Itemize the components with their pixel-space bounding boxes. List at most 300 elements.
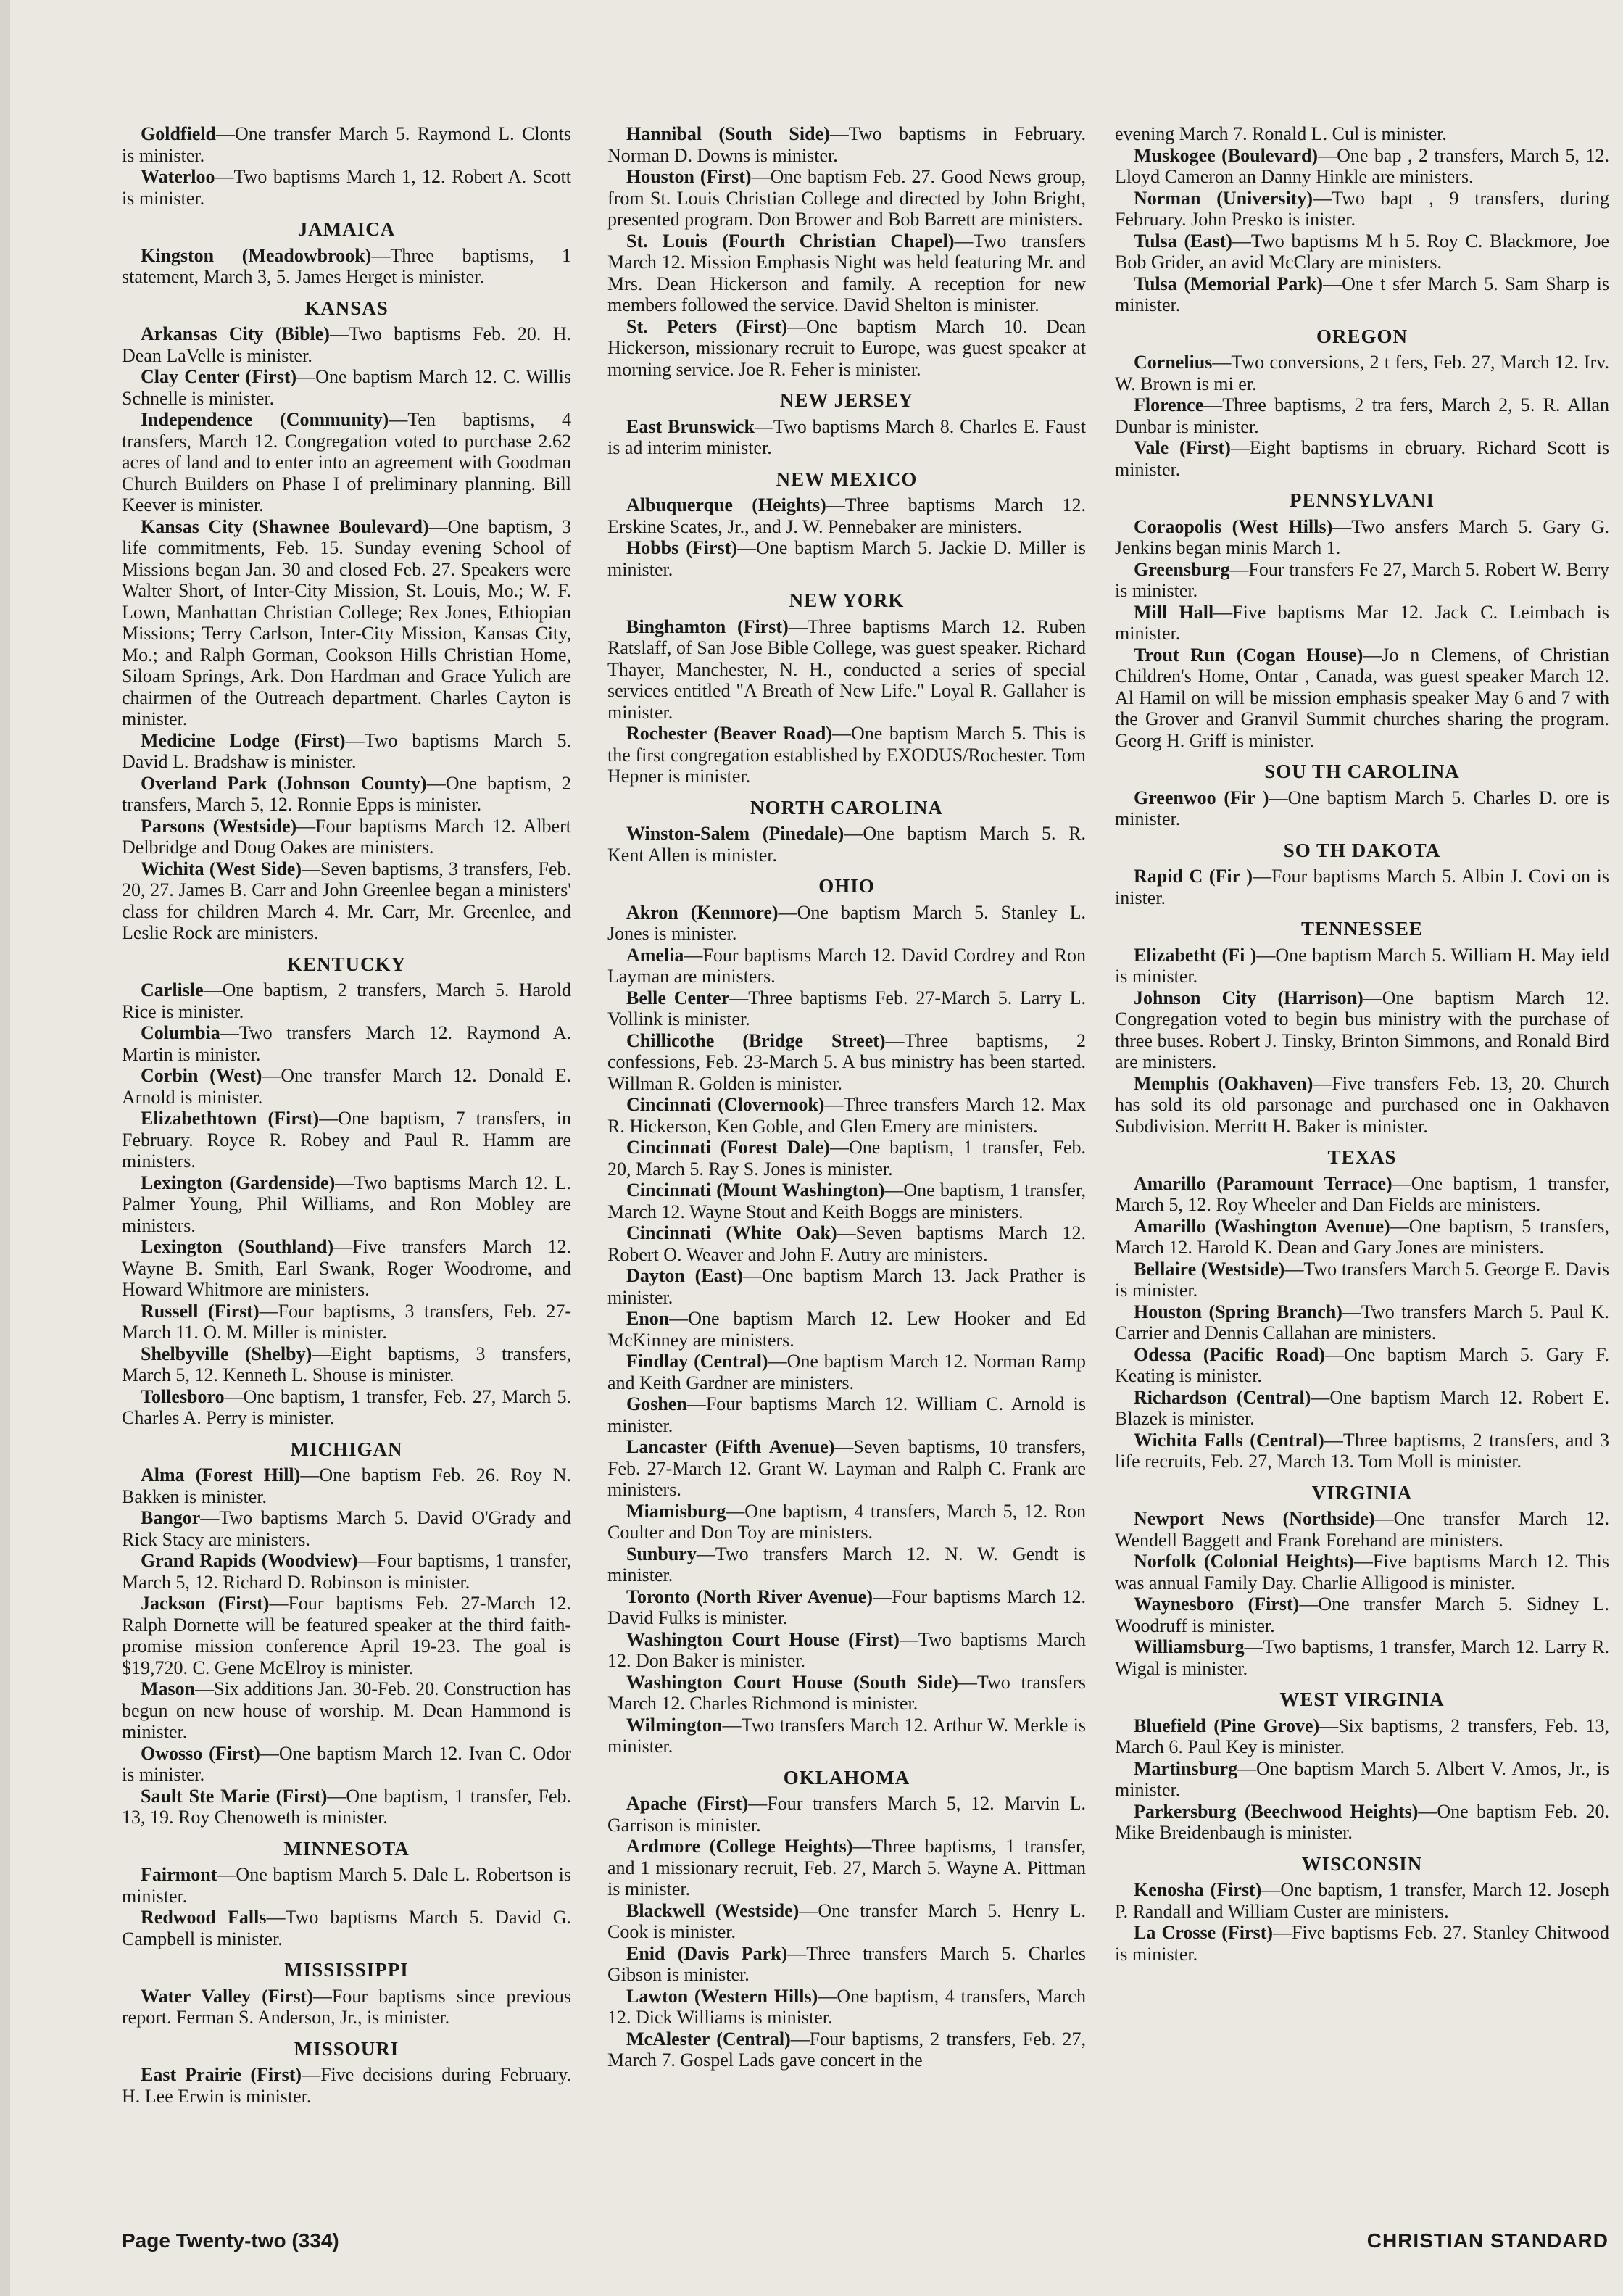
continued-text: evening March 7. Ronald L. Cul is minister.: [1115, 123, 1447, 144]
church-report: [607, 1501, 1086, 1543]
church-name: Kansas City (Shawnee Boulevard): [141, 515, 429, 537]
state-heading: MINNESOTA: [283, 1837, 410, 1860]
church-name: East Prairie (First): [141, 2064, 302, 2085]
church-name: Rapid C (Fir ): [1134, 866, 1253, 887]
church-name: Mill Hall: [1134, 601, 1214, 623]
church-report: [607, 1265, 1086, 1308]
church-name: Norman (University): [1134, 187, 1313, 209]
church-name: Vale (First): [1134, 437, 1231, 458]
church-report: [607, 494, 1086, 537]
column-3: [1115, 123, 1609, 1965]
report-text: —One transfer March 12. Donald E. Arnold is minister.: [122, 1065, 571, 1108]
report-text: —One baptism, 1 transfer, March 5, 12. Roy Wheeler and Dan Fields are ministers.: [1115, 1172, 1609, 1215]
report-text: —One baptism March 5. Jackie D. Miller is minister.: [607, 537, 1087, 580]
report-text: —Four baptisms, 1 transfer, March 5, 12. Richard D. Robinson is minister.: [122, 1550, 571, 1593]
church-report: [1115, 231, 1609, 273]
church-name: Lawton (Western Hills): [626, 1985, 818, 2007]
church-report: [122, 1786, 571, 1828]
report-text: —One baptism March 12. Lew Hooker and Ed McKinney are ministers.: [607, 1308, 1086, 1351]
church-name: Lexington (Gardenside): [141, 1172, 336, 1193]
report-text: —Seven baptisms March 12. Robert O. Weaver and John F. Autry are ministers.: [607, 1222, 1086, 1265]
report-text: —Five baptisms Feb. 27. Stanley Chitwood is minister.: [1115, 1922, 1609, 1965]
publication-name: CHRISTIAN STANDARD: [1366, 2229, 1609, 2252]
state-heading: MISSISSIPPI: [284, 1959, 409, 1981]
church-name: Rochester (Beaver Road): [626, 723, 832, 744]
church-report: [122, 1022, 571, 1065]
church-report: [122, 123, 571, 166]
report-text: —One baptism March 10. Dean Hickerson, missionary recruit to Europe, was guest speaker at morning service. Joe R. Feher is minister.: [607, 315, 1086, 380]
report-text: —Five transfers March 12. Wayne B. Smith, Earl Swank, Roger Woodrome, and Howard Whitmore are ministers.: [122, 1236, 571, 1300]
state-heading: OHIO: [818, 875, 875, 897]
church-report: [607, 1586, 1086, 1629]
report-text: —One t sfer March 5. Sam Sharp is minister.: [1115, 273, 1609, 315]
report-text: —Two baptisms March 5. David O'Grady and Rick Stacy are ministers.: [122, 1507, 571, 1550]
church-name: La Crosse (First): [1134, 1922, 1274, 1943]
church-report: [122, 979, 571, 1022]
church-report: [122, 1301, 571, 1343]
report-text: —One baptism, 4 transfers, March 12. Dick Williams is minister.: [607, 1985, 1086, 2028]
church-name: Amarillo (Washington Avenue): [1134, 1215, 1390, 1237]
church-name: Cincinnati (Mount Washington): [626, 1180, 885, 1201]
church-report: [122, 1593, 571, 1678]
church-report: [1115, 787, 1609, 830]
report-text: —One transfer March 5. Raymond L. Clonts is minister.: [122, 123, 571, 166]
church-name: Belle Center: [626, 987, 730, 1008]
report-text: —One bap , 2 transfers, March 5, 12. Lloyd Cameron an Danny Hinkle are ministers.: [1115, 144, 1609, 187]
state-heading: OREGON: [1316, 325, 1408, 347]
church-name: Newport News (Northside): [1134, 1508, 1375, 1529]
church-report: [1115, 1508, 1609, 1551]
column-1: [122, 123, 571, 2107]
state-heading: VIRGINIA: [1311, 1481, 1413, 1504]
church-name: Enon: [626, 1308, 670, 1329]
report-text: —One baptism, 1 transfer, Feb. 13, 19. Roy Chenoweth is minister.: [122, 1785, 571, 1828]
report-text: —One baptism March 12. Ivan C. Odor is minister.: [122, 1742, 571, 1785]
state-heading: MISSOURI: [294, 2037, 399, 2060]
church-report: [1115, 945, 1609, 987]
church-report: [122, 1236, 571, 1301]
church-report: [122, 1743, 571, 1786]
state-heading: NEW JERSEY: [779, 389, 914, 411]
church-report: [607, 902, 1086, 945]
church-name: Cornelius: [1134, 352, 1213, 373]
church-report: [1115, 987, 1609, 1073]
church-report: [607, 231, 1086, 316]
church-report: [1115, 1879, 1609, 1922]
church-name: Odessa (Pacific Road): [1134, 1343, 1325, 1365]
church-report: [1115, 1430, 1609, 1472]
church-report: [607, 1308, 1086, 1351]
church-name: Trout Run (Cogan House): [1134, 644, 1363, 666]
church-report: [122, 1065, 571, 1108]
church-name: Shelbyville (Shelby): [141, 1343, 312, 1364]
church-name: Norfolk (Colonial Heights): [1134, 1551, 1354, 1572]
report-text: —One baptism, 1 transfer, Feb. 27, March 5. Charles A. Perry is minister.: [122, 1385, 571, 1428]
church-report: [607, 987, 1086, 1030]
church-name: Redwood Falls: [141, 1907, 267, 1928]
report-text: —Three baptisms March 12. Ruben Ratslaff, of San Jose Bible College, was guest speaker. Richard Thayer, Manchester, N. H., conducted a series of special services entitled "A Breath of New Life." Loyal R. Gallaher is minister.: [607, 616, 1087, 723]
church-report: [122, 1907, 571, 1949]
church-name: Sunbury: [626, 1543, 697, 1564]
church-name: Akron (Kenmore): [626, 901, 779, 923]
church-report: [607, 1836, 1086, 1900]
report-text: —One transfer March 5. Sidney L. Woodruff is minister.: [1115, 1593, 1610, 1636]
church-name: St. Louis (Fourth Christian Chapel): [626, 230, 955, 252]
church-name: Martinsburg: [1134, 1757, 1237, 1779]
report-text: —Three transfers March 5. Charles Gibson is minister.: [607, 1942, 1086, 1985]
church-name: Amarillo (Paramount Terrace): [1134, 1172, 1392, 1194]
report-text: —Four transfers Fe 27, March 5. Robert W. Berry is minister.: [1115, 558, 1609, 601]
report-text: —One baptism March 5. This is the first congregation established by EXODUS/Rochester. Tom Hepner is minister.: [607, 723, 1086, 787]
church-report: [607, 1393, 1086, 1436]
state-heading: PENNSYLVANI: [1289, 489, 1435, 511]
report-text: —One baptism, 1 transfer, Feb. 20, March 5. Ray S. Jones is minister.: [607, 1137, 1086, 1180]
report-text: —Seven baptisms, 10 transfers, Feb. 27-March 12. Grant W. Layman and Ralph C. Frank are ministers.: [607, 1436, 1086, 1500]
report-text: —Two baptisms Feb. 20. H. Dean LaVelle is minister.: [122, 323, 571, 366]
church-name: Tulsa (East): [1134, 230, 1232, 252]
church-name: Greenwoo (Fir ): [1134, 787, 1269, 808]
report-text: —Eight baptisms in ebruary. Richard Scott is minister.: [1115, 437, 1609, 480]
state-heading: MICHIGAN: [290, 1438, 403, 1460]
church-name: Parsons (Westside): [141, 815, 297, 837]
church-name: Parkersburg (Beechwood Heights): [1134, 1800, 1419, 1822]
church-name: Mason: [141, 1678, 196, 1699]
church-report: [1115, 1922, 1609, 1965]
church-report: [122, 516, 571, 730]
church-report: [1115, 559, 1609, 602]
report-text: —One baptism, 2 transfers, March 5. Harold Rice is minister.: [122, 979, 571, 1022]
church-name: Dayton (East): [626, 1265, 744, 1286]
church-report: [1115, 188, 1609, 231]
church-report: [607, 945, 1086, 987]
report-text: —Jo n Clemens, of Christian Children's Home, Ontar , Canada, was guest speaker March 12. Al Hamil on will be mission emphasis speaker May 6 and 7 with the Grover and Granvil Summit churches sharing the program. Georg H. Griff is minister.: [1115, 644, 1609, 751]
church-name: Houston (Spring Branch): [1134, 1301, 1342, 1322]
state-heading: TEXAS: [1327, 1146, 1397, 1168]
church-name: Wilmington: [626, 1714, 723, 1736]
church-name: Muskogee (Boulevard): [1134, 144, 1319, 166]
report-text: —Four baptisms, 2 transfers, Feb. 27, March 7. Gospel Lads gave concert in the: [607, 2028, 1086, 2071]
report-text: —Two transfers March 12. N. W. Gendt is minister.: [607, 1543, 1086, 1586]
church-report: [607, 1715, 1086, 1757]
report-text: —Two transfers March 5. Paul K. Carrier and Dennis Callahan are ministers.: [1115, 1301, 1609, 1343]
church-report: [607, 1986, 1086, 2028]
church-report: [607, 1094, 1086, 1137]
report-text: —Two baptisms March 5. David G. Campbell is minister.: [122, 1907, 571, 1949]
report-text: —Two baptisms March 8. Charles E. Faust is ad interim minister.: [607, 415, 1086, 458]
church-name: Winston-Salem (Pinedale): [626, 823, 844, 844]
report-text: —One baptism March 13. Jack Prather is minister.: [607, 1265, 1086, 1308]
report-text: —Two baptisms March 12. Don Baker is minister.: [607, 1628, 1086, 1671]
church-report: [122, 1464, 571, 1507]
report-text: —One baptism, 7 transfers, in February. Royce R. Robey and Paul R. Hamm are ministers.: [122, 1108, 571, 1172]
church-name: Washington Court House (South Side): [626, 1671, 958, 1693]
church-report: [122, 366, 571, 409]
church-name: Apache (First): [626, 1793, 749, 1814]
church-name: Toronto (North River Avenue): [626, 1586, 873, 1607]
state-heading: KANSAS: [304, 297, 389, 319]
report-text: —Two ansfers March 5. Gary G. Jenkins began minis March 1.: [1115, 515, 1609, 558]
church-report: [1115, 1801, 1609, 1844]
report-text: —Five transfers Feb. 13, 20. Church has sold its old parsonage and purchased one in Oakhaven Subdivision. Merritt H. Baker is minister.: [1115, 1072, 1609, 1137]
church-name: Enid (Davis Park): [626, 1942, 788, 1964]
church-report: [607, 1180, 1086, 1222]
church-report: [1115, 1344, 1609, 1387]
church-name: Hannibal (South Side): [626, 123, 830, 144]
church-report: [122, 730, 571, 773]
church-report: [607, 537, 1086, 580]
page-gutter-shadow: [0, 0, 10, 2296]
report-text: —Five baptisms Mar 12. Jack C. Leimbach is minister.: [1115, 601, 1609, 644]
report-text: —One baptism March 5. Dale L. Robertson is minister.: [122, 1864, 571, 1907]
church-name: Lancaster (Fifth Avenue): [626, 1436, 835, 1457]
church-name: Bluefield (Pine Grove): [1134, 1715, 1320, 1736]
church-report: [1115, 145, 1609, 188]
church-report: [607, 1629, 1086, 1672]
church-name: Chillicothe (Bridge Street): [626, 1029, 886, 1051]
church-name: Findlay (Central): [626, 1351, 768, 1372]
church-report: [1115, 394, 1609, 437]
church-report: [1115, 645, 1609, 752]
church-name: Clay Center (First): [141, 366, 297, 387]
report-text: —Four transfers March 5, 12. Marvin L. Garrison is minister.: [607, 1793, 1087, 1836]
church-name: Hobbs (First): [626, 537, 737, 558]
state-heading: OKLAHOMA: [783, 1766, 910, 1789]
church-report: [1115, 1715, 1609, 1758]
church-name: Florence: [1134, 394, 1204, 415]
church-name: Houston (First): [626, 166, 752, 187]
church-report: [1115, 1216, 1609, 1259]
report-text: —One baptism, 3 life commitments, Feb. 15. Sunday evening School of Missions began Jan. 30 and closed Feb. 27. Speakers were Walter Short, of Inter-City Mission, St. Louis, Mo.; W. F. Lown, Manhattan Christian College; Rex Jones, Ethiopian Missions; Terry Carlson, Inter-City Mission, Kansas City, Mo.; and Ralph Gorman, Cookson Hills Christian Home, Siloam Springs, Ark. Don Hardman and Grace Yulich are chairmen of the Outreach department. Charles Cayton is minister.: [122, 515, 571, 729]
report-text: —Four baptisms since previous report. Ferman S. Anderson, Jr., is minister.: [122, 1985, 571, 2028]
church-name: Sault Ste Marie (First): [141, 1785, 328, 1807]
church-name: Waynesboro (First): [1134, 1593, 1300, 1615]
church-name: Washington Court House (First): [626, 1628, 900, 1650]
church-name: Wichita (West Side): [141, 858, 302, 879]
report-text: —One baptism March 5. R. Kent Allen is minister.: [607, 823, 1086, 866]
report-text: —Four baptisms March 5. Albin J. Covi on is inister.: [1115, 866, 1609, 908]
church-report: [122, 1343, 571, 1386]
church-name: Independence (Community): [141, 409, 389, 430]
church-report: [122, 323, 571, 366]
church-name: Kingston (Meadowbrook): [141, 244, 372, 266]
church-name: Johnson City (Harrison): [1134, 987, 1363, 1008]
church-name: Tollesboro: [141, 1385, 225, 1407]
state-heading: NEW MEXICO: [776, 468, 918, 490]
report-text: —One baptism, 1 transfer, March 12. Joseph P. Randall and William Custer are ministers.: [1115, 1879, 1609, 1922]
church-name: Overland Park (Johnson County): [141, 772, 427, 794]
state-heading: SO TH DAKOTA: [1283, 839, 1441, 861]
church-name: Jackson (First): [141, 1593, 270, 1614]
report-text: —Two transfers March 12. Raymond A. Martin is minister.: [122, 1022, 571, 1065]
report-text: —Two baptisms in February. Norman D. Downs is minister.: [607, 123, 1086, 166]
church-report: [607, 1672, 1086, 1715]
church-report: [607, 723, 1086, 787]
report-text: —Three baptisms March 12. Erskine Scates, Jr., and J. W. Pennebaker are ministers.: [607, 494, 1086, 537]
church-name: Wichita Falls (Central): [1134, 1429, 1324, 1451]
report-text: —One baptism March 12. C. Willis Schnelle is minister.: [122, 366, 571, 409]
report-text: —One baptism Feb. 20. Mike Breidenbaugh is minister.: [1115, 1800, 1609, 1843]
church-report: [607, 316, 1086, 381]
church-report: [1115, 1259, 1609, 1301]
state-heading: JAMAICA: [297, 218, 396, 240]
church-report: [1115, 1758, 1609, 1801]
report-text: —Four baptisms March 12. William C. Arnold is minister.: [607, 1393, 1086, 1436]
church-name: Elizabethtown (First): [141, 1108, 320, 1129]
report-text: —Two baptisms March 1, 12. Robert A. Scott is minister.: [122, 166, 571, 209]
report-text: —Four baptisms Feb. 27-March 12. Ralph Dornette will be featured speaker at the third faith-promise mission conference April 19-23. The goal is $19,720. C. Gene McElroy is minister.: [122, 1593, 571, 1678]
church-report: [122, 1864, 571, 1907]
report-text: —One baptism, 1 transfer, March 12. Wayne Stout and Keith Boggs are ministers.: [607, 1180, 1086, 1222]
church-name: Coraopolis (West Hills): [1134, 515, 1333, 537]
church-report: [122, 1550, 571, 1593]
church-report: [1115, 273, 1609, 316]
church-name: Binghamton (First): [626, 616, 789, 637]
church-report: [607, 1222, 1086, 1265]
church-report: [607, 166, 1086, 231]
report-text: —One baptism Feb. 27. Good News group, from St. Louis Christian College and directed by John Bright, presented program. Don Brower and Bob Barrett are ministers.: [607, 166, 1086, 230]
report-text: —Seven baptisms, 3 transfers, Feb. 20, 27. James B. Carr and John Greenlee began a ministers' class for children March 4. Mr. Carr, Mr. Greenlee, and Leslie Rock are ministers.: [122, 858, 571, 943]
report-text: —One baptism Feb. 26. Roy N. Bakken is minister.: [122, 1464, 572, 1507]
church-name: Grand Rapids (Woodview): [141, 1550, 358, 1571]
report-text: —One transfer March 5. Henry L. Cook is minister.: [607, 1899, 1086, 1942]
report-text: —Three baptisms, 2 tra fers, March 2, 5. R. Allan Dunbar is minister.: [1115, 394, 1609, 437]
church-name: Arkansas City (Bible): [141, 323, 330, 344]
church-name: Medicine Lodge (First): [141, 729, 346, 751]
church-report: [122, 1172, 571, 1237]
church-name: Richardson (Central): [1134, 1386, 1311, 1408]
church-name: Goldfield: [141, 123, 217, 144]
church-report: [607, 416, 1086, 459]
church-name: Memphis (Oakhaven): [1134, 1072, 1313, 1094]
church-report: [1115, 352, 1609, 394]
report-text: —One baptism March 5. Stanley L. Jones is minister.: [607, 901, 1087, 944]
state-heading: KENTUCKY: [286, 953, 406, 975]
report-text: —Two transfers March 12. Charles Richmond is minister.: [607, 1671, 1087, 1714]
report-text: —Three baptisms, 2 transfers, and 3 life recruits, Feb. 27, March 13. Tom Moll is minister.: [1115, 1429, 1609, 1472]
church-report: [607, 2028, 1086, 2071]
church-report: [1115, 866, 1609, 908]
church-report: [1115, 602, 1609, 645]
report-text: —Two conversions, 2 t fers, Feb. 27, March 12. Irv. W. Brown is mi er.: [1115, 352, 1609, 394]
report-text: —One baptism March 12. Congregation voted to begin bus ministry with the purchase of three buses. Robert J. Tinsky, Brinton Simmons, and Ronald Bird are ministers.: [1115, 987, 1609, 1072]
report-text: —Six additions Jan. 30-Feb. 20. Construction has begun on new house of worship. M. Dean Hammond is minister.: [122, 1678, 571, 1742]
church-name: Alma (Forest Hill): [141, 1464, 301, 1485]
church-name: Amelia: [626, 944, 684, 966]
church-report: [607, 823, 1086, 866]
church-report: [607, 1793, 1086, 1836]
report-text: —One baptism March 5. Albert V. Amos, Jr., is minister.: [1115, 1757, 1609, 1800]
report-text: —Two baptisms March 12. L. Palmer Young, Phil Williams, and Ron Mobley are ministers.: [122, 1172, 571, 1236]
report-text: —One baptism, 2 transfers, March 5, 12. Ronnie Epps is minister.: [122, 772, 572, 815]
report-text: —Three baptisms, 1 transfer, and 1 missionary recruit, Feb. 27, March 5. Wayne A. Pittman is minister.: [607, 1836, 1086, 1899]
state-heading: TENNESSEE: [1300, 918, 1424, 940]
church-name: Owosso (First): [141, 1742, 260, 1764]
report-text: —Three transfers March 12. Max R. Hickerson, Ken Goble, and Glen Emery are ministers.: [607, 1094, 1087, 1137]
page-number: Page Twenty-two (334): [122, 2229, 339, 2252]
report-text: —Two transfers March 5. George E. Davis is minister.: [1115, 1258, 1609, 1301]
report-text: —Two bapt , 9 transfers, during February. John Presko is inister.: [1115, 187, 1609, 230]
church-report: [1115, 1636, 1609, 1679]
report-text: —Four baptisms March 12. Albert Delbridge and Doug Oakes are ministers.: [122, 815, 571, 858]
report-text: —Five decisions during February. H. Lee Erwin is minister.: [122, 2064, 571, 2107]
church-report: [122, 409, 571, 516]
church-name: Bangor: [141, 1507, 201, 1528]
report-text: —Four baptisms March 12. David Fulks is minister.: [607, 1586, 1086, 1628]
church-report: [607, 1030, 1086, 1095]
church-name: Bellaire (Westside): [1134, 1258, 1285, 1280]
church-name: Russell (First): [141, 1300, 260, 1322]
report-text: —Two transfers March 12. Arthur W. Merkle is minister.: [607, 1714, 1086, 1757]
report-text: —Five baptisms March 12. This was annual Family Day. Charlie Alligood is minister.: [1115, 1551, 1609, 1593]
church-report: [607, 1351, 1086, 1393]
church-report: [1115, 437, 1609, 480]
church-report: [122, 1986, 571, 2028]
church-report: [1115, 1387, 1609, 1430]
report-text: —Two transfers March 12. Mission Emphasis Night was held featuring Mr. and Mrs. Dean Hickerson and family. A reception for new members followed the service. David Shelton is minister.: [607, 230, 1087, 315]
church-report: [122, 1386, 571, 1429]
column-2: [607, 123, 1086, 2071]
church-report: [607, 123, 1086, 166]
report-text: —One baptism March 5. William H. May ield is minister.: [1115, 944, 1609, 987]
church-report: [122, 858, 571, 944]
state-heading: WEST VIRGINIA: [1279, 1688, 1445, 1710]
church-name: East Brunswick: [626, 415, 755, 437]
church-name: Williamsburg: [1134, 1636, 1245, 1657]
church-name: Fairmont: [141, 1864, 217, 1885]
state-heading: WISCONSIN: [1301, 1852, 1423, 1875]
state-heading: SOU TH CAROLINA: [1264, 761, 1460, 782]
report-text: —Eight baptisms, 3 transfers, March 5, 12. Kenneth L. Shouse is minister.: [122, 1343, 571, 1385]
report-text: —One baptism March 12. Robert E. Blazek is minister.: [1115, 1386, 1609, 1429]
report-text: —One baptism March 12. Norman Ramp and Keith Gardner are ministers.: [607, 1351, 1087, 1393]
church-report: [607, 616, 1086, 724]
report-text: —Six baptisms, 2 transfers, Feb. 13, March 6. Paul Key is minister.: [1115, 1715, 1609, 1757]
report-text: —One transfer March 12. Wendell Baggett and Frank Forehand are ministers.: [1115, 1508, 1609, 1551]
church-report: [122, 245, 571, 288]
state-heading: NORTH CAROLINA: [750, 796, 943, 818]
church-name: McAlester (Central): [626, 2028, 791, 2050]
report-text: —Three baptisms Feb. 27-March 5. Larry L. Vollink is minister.: [607, 987, 1086, 1029]
church-name: Cincinnati (Forest Dale): [626, 1137, 830, 1158]
report-text: —One baptism March 5. Charles D. ore is minister.: [1115, 787, 1609, 829]
state-heading: NEW YORK: [789, 589, 905, 611]
church-name: Miamisburg: [626, 1500, 726, 1522]
church-report: [1115, 1173, 1609, 1216]
church-report: [122, 166, 571, 209]
report-text: —Three baptisms, 2 confessions, Feb. 23-March 5. A bus ministry has been started. Willman R. Golden is minister.: [607, 1029, 1086, 1094]
church-report: [122, 1507, 571, 1550]
church-report: [1115, 1073, 1609, 1137]
church-name: Cincinnati (Clovernook): [626, 1094, 825, 1115]
church-report: [607, 1436, 1086, 1501]
church-name: Tulsa (Memorial Park): [1134, 273, 1324, 294]
church-report: [122, 1678, 571, 1743]
church-name: Cincinnati (White Oak): [626, 1222, 837, 1243]
report-text: —One baptism, 4 transfers, March 5, 12. Ron Coulter and Don Toy are ministers.: [607, 1500, 1086, 1543]
church-report: [607, 1543, 1086, 1586]
church-report: [122, 2064, 571, 2107]
report-text: —Two baptisms M h 5. Roy C. Blackmore, Joe Bob Grider, an avid McClary are ministers.: [1115, 230, 1609, 273]
church-name: Elizabetht (Fi ): [1134, 944, 1257, 966]
report-text: —Ten baptisms, 4 transfers, March 12. Congregation voted to purchase 2.62 acres of land and to enter into an agreement with Goodman Church Builders on Phase I of preliminary planning. Bill Keever is minister.: [122, 409, 571, 515]
report-text: —Four baptisms March 12. David Cordrey and Ron Layman are ministers.: [607, 944, 1086, 987]
church-report: [1115, 1593, 1609, 1636]
church-report: [122, 816, 571, 858]
church-report: [607, 1900, 1086, 1943]
church-report: [607, 1137, 1086, 1180]
church-name: Albuquerque (Heights): [626, 494, 826, 515]
church-report: [1115, 1301, 1609, 1344]
